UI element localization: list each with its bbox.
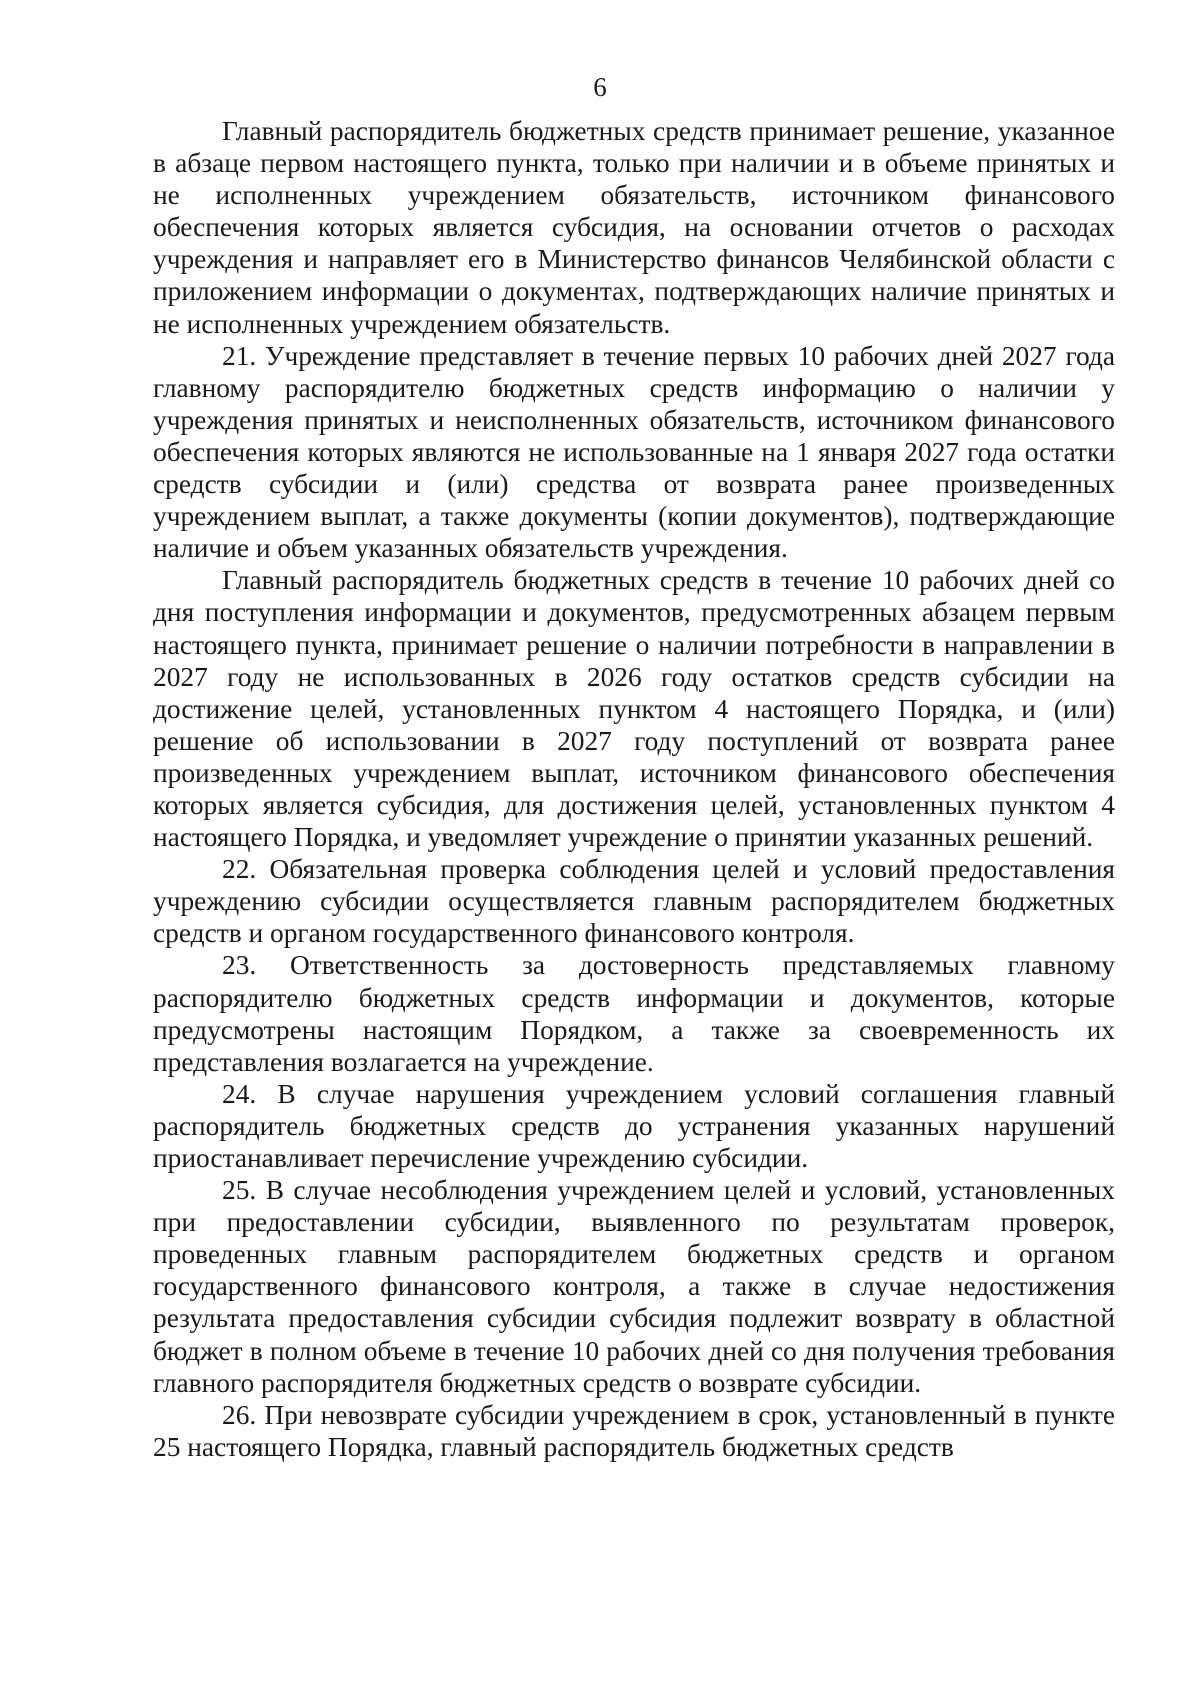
paragraph-item-25: 25. В случае несоблюдения учреждением целей и условий, установленных при предоставлении субсидии, выявленного по результатам проверок, проведенных главным распорядителем бюджетных средств и органом государственного финансового контроля, а также в случае недостижения результата предоставления субсидии субсидия подлежит возврату в областной бюджет в полном объеме в течение 10 рабочих дней со дня получения требования главного распорядителя бюджетных средств о возврате субсидии.	[153, 1175, 1115, 1398]
paragraph-item-26: 26. При невозврате субсидии учреждением в срок, установленный в пункте 25 настоящего Порядка, главный распорядитель бюджетных средств	[153, 1399, 1115, 1462]
document-body	[153, 115, 1115, 1463]
paragraph-item-24: 24. В случае нарушения учреждением условий соглашения главный распорядитель бюджетных средств до устранения указанных нарушений приостанавливает перечисление учреждению субсидии.	[153, 1078, 1115, 1173]
paragraph-item-23: 23. Ответственность за достоверность представляемых главному распорядителю бюджетных средств информации и документов, которые предусмотрены настоящим Порядком, а также за своевременность их представления возлагается на учреждение.	[153, 950, 1115, 1077]
paragraph: Главный распорядитель бюджетных средств в течение 10 рабочих дней со дня поступления информации и документов, предусмотренных абзацем первым настоящего пункта, принимает решение о наличии потребности в направлении в 2027 году не использованных в 2026 году остатков средств субсидии на достижение целей, установленных пунктом 4 настоящего Порядка, и (или) решение об использовании в 2027 году поступлений от возврата ранее произведенных учреждением выплат, источником финансового обеспечения которых является субсидия, для достижения целей, установленных пунктом 4 настоящего Порядка, и уведомляет учреждение о принятии указанных решений.	[153, 565, 1115, 853]
page-number: 6	[593, 72, 607, 102]
paragraph: Главный распорядитель бюджетных средств принимает решение, указанное в абзаце первом настоящего пункта, только при наличии и в объеме принятых и не исполненных учреждением обязательств, источником финансового обеспечения которых является субсидия, на основании отчетов о расходах учреждения и направляет его в Министерство финансов Челябинской области с приложением информации о документах, подтверждающих наличие принятых и не исполненных учреждением обязательств.	[153, 116, 1115, 339]
paragraph-item-21: 21. Учреждение представляет в течение первых 10 рабочих дней 2027 года главному распорядителю бюджетных средств информацию о наличии у учреждения принятых и неисполненных обязательств, источником финансового обеспечения которых являются не использованные на 1 января 2027 года остатки средств субсидии и (или) средства от возврата ранее произведенных учреждением выплат, а также документы (копии документов), подтверждающие наличие и объем указанных обязательств учреждения.	[153, 340, 1115, 564]
paragraph-item-22: 22. Обязательная проверка соблюдения целей и условий предоставления учреждению субсидии осуществляется главным распорядителем бюджетных средств и органом государственного финансового контроля.	[153, 854, 1115, 949]
